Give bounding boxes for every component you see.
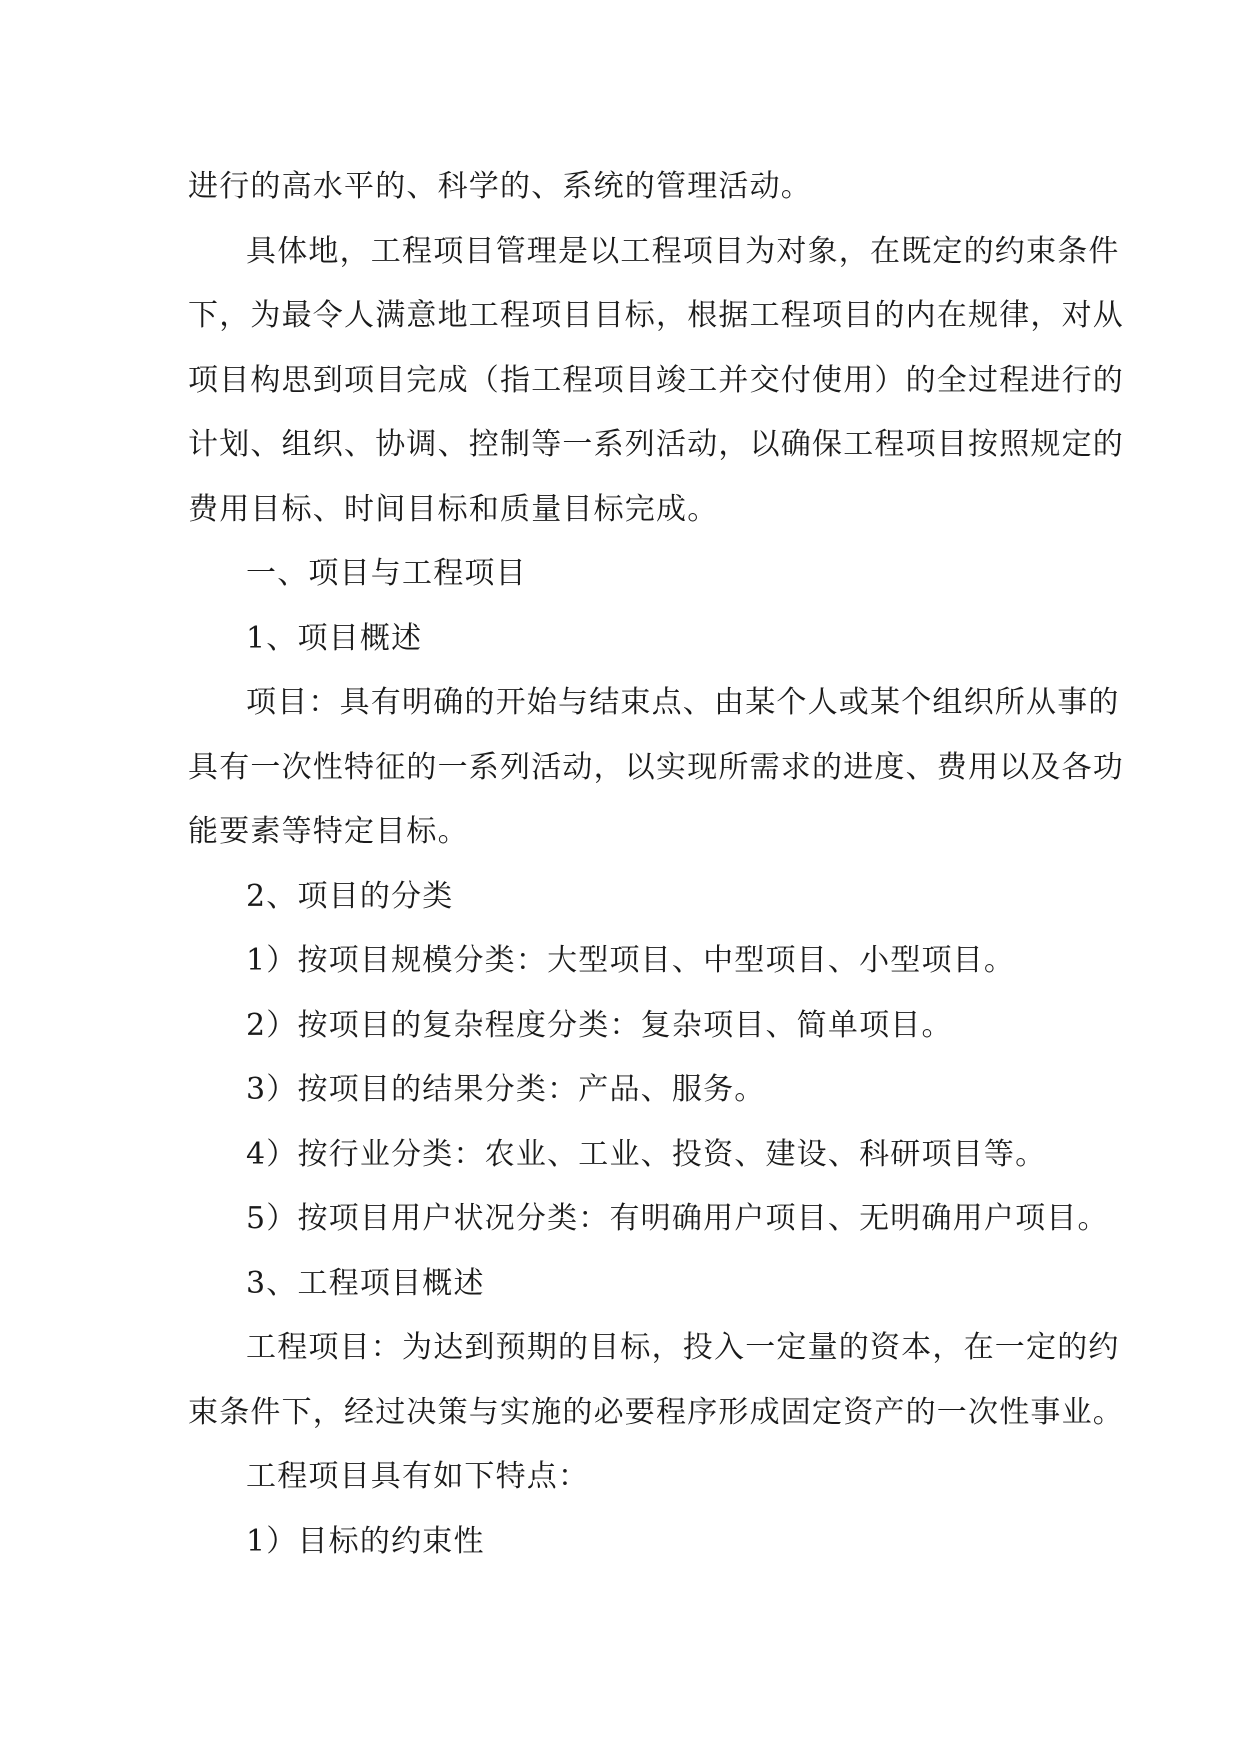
list-item: 1）按项目规模分类：大型项目、中型项目、小型项目。 (246, 943, 1016, 978)
text-line: 进行的高水平的、科学的、系统的管理活动。 (188, 169, 812, 204)
subsection-heading: 1、项目概述 (246, 620, 423, 656)
paragraph-start-line: 工程项目：为达到预期的目标，投入一定量的资本，在一定的约 (246, 1330, 1120, 1365)
subsection-heading: 2、项目的分类 (246, 878, 454, 914)
list-item: 4）按行业分类：农业、工业、投资、建设、科研项目等。 (246, 1136, 1047, 1172)
text-line: 能要素等特定目标。 (188, 814, 469, 849)
list-item: 1）目标的约束性 (246, 1523, 485, 1559)
paragraph-start-line: 具体地，工程项目管理是以工程项目为对象，在既定的约束条件 (246, 233, 1120, 269)
paragraph-start-line: 项目：具有明确的开始与结束点、由某个人或某个组织所从事的 (246, 685, 1120, 720)
section-heading: 一、项目与工程项目 (246, 556, 527, 591)
list-item: 2）按项目的复杂程度分类：复杂项目、简单项目。 (246, 1007, 953, 1043)
text-line: 计划、组织、协调、控制等一系列活动，以确保工程项目按照规定的 (188, 427, 1124, 462)
document-body (188, 155, 1124, 1574)
text-line: 费用目标、时间目标和质量目标完成。 (188, 491, 719, 527)
subsection-heading: 3、工程项目概述 (246, 1265, 485, 1301)
paragraph-start-line: 工程项目具有如下特点： (246, 1459, 590, 1494)
list-item: 3）按项目的结果分类：产品、服务。 (246, 1072, 766, 1107)
text-line: 项目构思到项目完成（指工程项目竣工并交付使用）的全过程进行的 (188, 362, 1124, 398)
text-line: 具有一次性特征的一系列活动，以实现所需求的进度、费用以及各功 (188, 749, 1124, 785)
text-line: 束条件下，经过决策与实施的必要程序形成固定资产的一次性事业。 (188, 1394, 1124, 1430)
list-item: 5）按项目用户状况分类：有明确用户项目、无明确用户项目。 (246, 1201, 1109, 1236)
text-line: 下，为最令人满意地工程项目目标，根据工程项目的内在规律，对从 (188, 298, 1124, 333)
